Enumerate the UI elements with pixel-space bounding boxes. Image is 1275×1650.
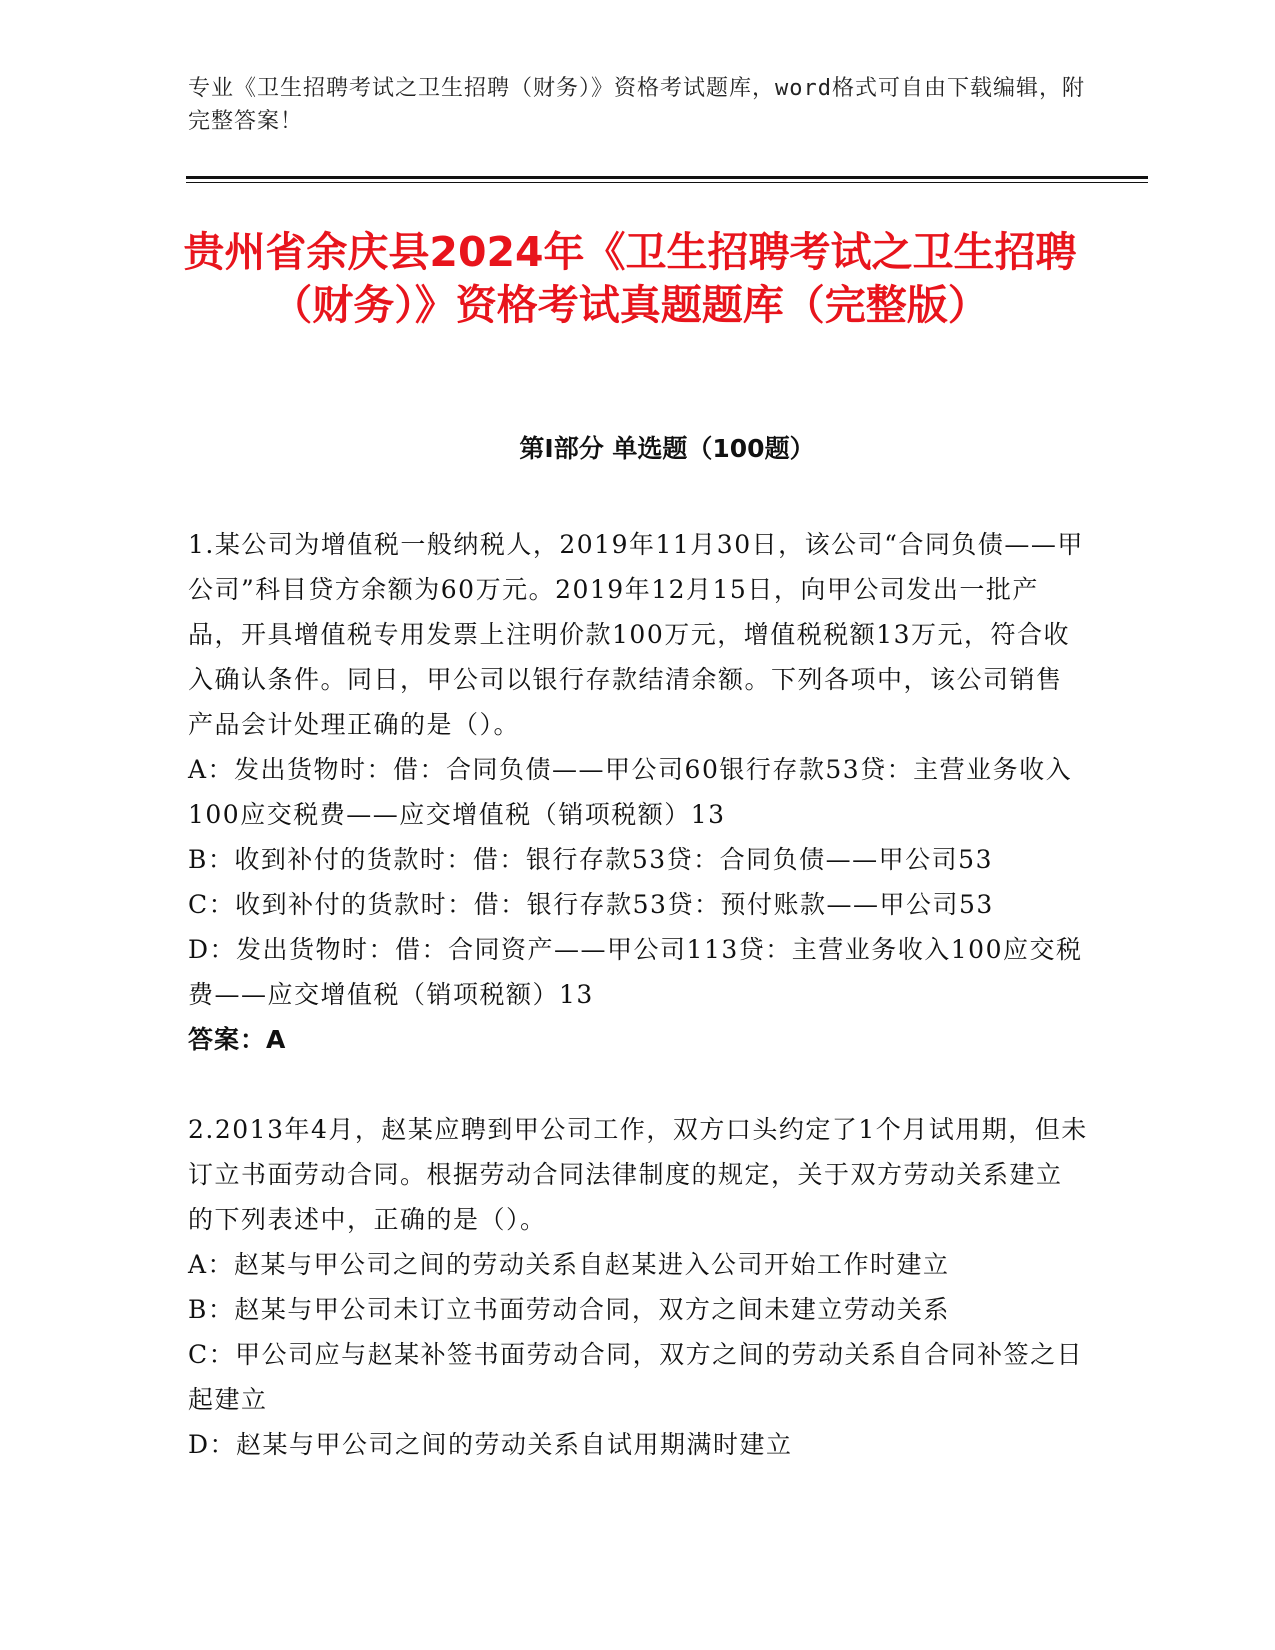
section-heading: 第I部分 单选题（100题） [519,434,815,463]
option-b: B：赵某与甲公司未订立书面劳动合同，双方之间未建立劳动关系 [188,1295,950,1324]
option-c: C：甲公司应与赵某补签书面劳动合同，双方之间的劳动关系自合同补签之日起建立 [188,1340,1084,1414]
question-stem: 2.2013年4月，赵某应聘到甲公司工作，双方口头约定了1个月试用期，但未订立书面劳动合同。根据劳动合同法律制度的规定，关于双方劳动关系建立的下列表述中，正确的是（）。 [188,1115,1088,1234]
header-divider-thin [186,182,1148,183]
question-stem: 1.某公司为增值税一般纳税人，2019年11月30日，该公司“合同负债——甲公司”科目贷方余额为60万元。2019年12月15日，向甲公司发出一批产品，开具增值税专用发票上注明价款100万元，增值税税额13万元，符合收入确认条件。同日，甲公司以银行存款结清余额。下列各项中，该公司销售产品会计处理正确的是（）。 [188,530,1084,739]
question-2 [188,1107,1088,1467]
option-a: A：赵某与甲公司之间的劳动关系自赵某进入公司开始工作时建立 [188,1250,950,1279]
option-d: D：发出货物时：借：合同资产——甲公司113贷：主营业务收入100应交税费——应交增值税（销项税额）13 [188,935,1083,1009]
option-d: D：赵某与甲公司之间的劳动关系自试用期满时建立 [188,1430,793,1459]
question-list [188,522,1088,1467]
option-b: B：收到补付的货款时：借：银行存款53贷：合同负债——甲公司53 [188,845,993,874]
header-note: 专业《卫生招聘考试之卫生招聘（财务）》资格考试题库，word格式可自由下载编辑，附完整答案！ [188,76,1085,134]
document-title: 贵州省余庆县2024年《卫生招聘考试之卫生招聘（财务）》资格考试真题题库（完整版） [183,228,1077,329]
question-1 [188,522,1088,1062]
header-divider-thick [186,176,1148,179]
option-a: A：发出货物时：借：合同负债——甲公司60银行存款53贷：主营业务收入100应交税费——应交增值税（销项税额）13 [188,755,1073,829]
answer: 答案：A [188,1025,287,1054]
option-c: C：收到补付的货款时：借：银行存款53贷：预付账款——甲公司53 [188,890,994,919]
